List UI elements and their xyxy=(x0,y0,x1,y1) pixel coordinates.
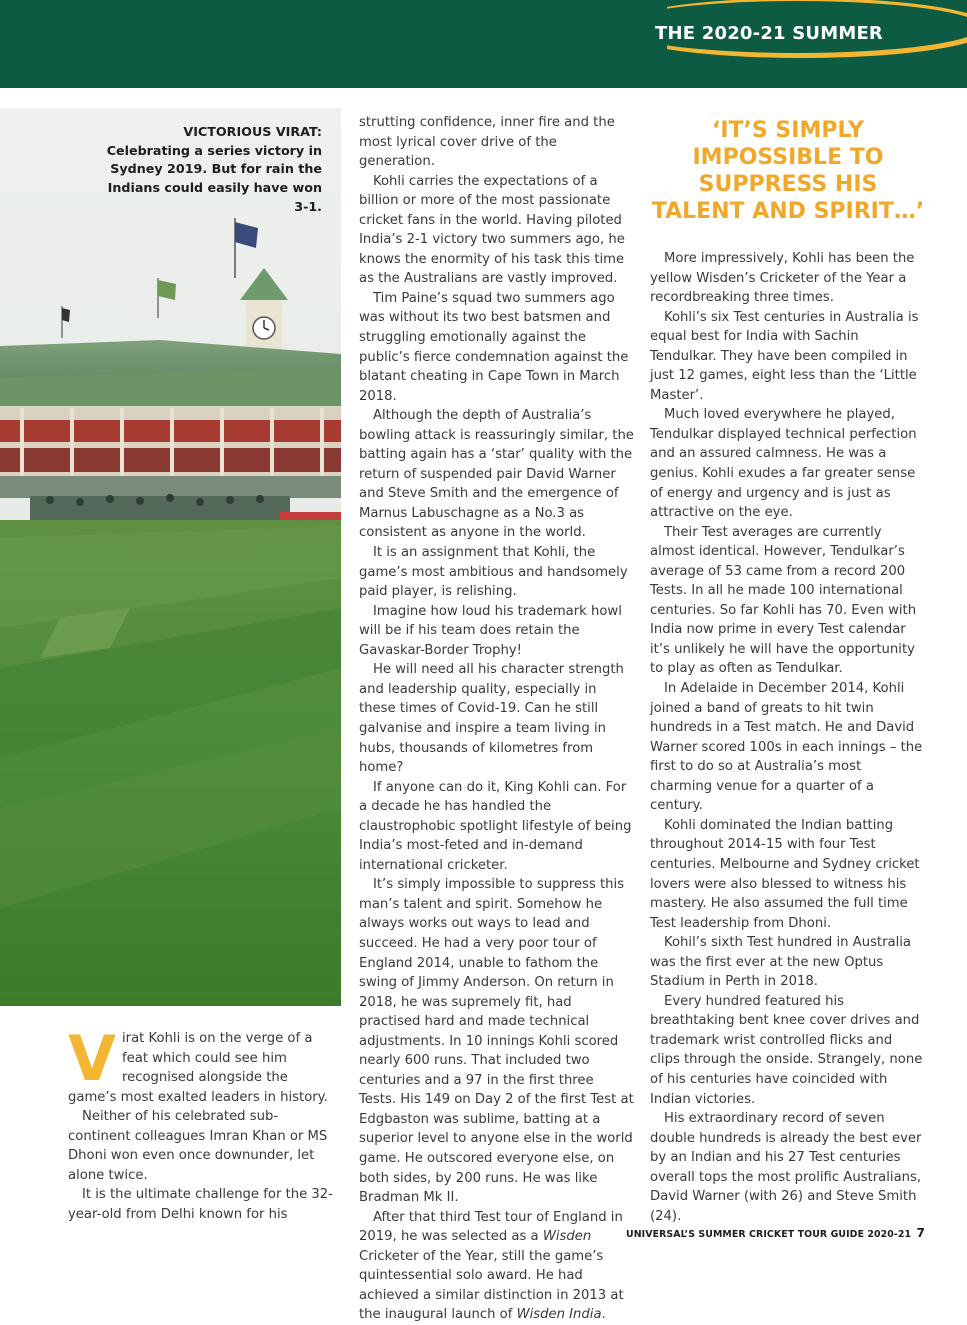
article-paragraph: Kohli dominated the Indian batting throughout 2014-15 with four Test centuries. Melbourne and Sydney cricket lovers were also blessed to witness his mastery. He also assumed the full time Test leadership from Dhoni. xyxy=(650,817,920,931)
article-paragraph: It is an assignment that Kohli, the game’s most ambitious and handsomely paid player, is relishing. xyxy=(359,545,628,600)
scg-photo xyxy=(0,108,341,1006)
section-title: THE 2020-21 SUMMER xyxy=(655,23,883,44)
article-paragraph: Kohil’s sixth Test hundred in Australia was the first ever at the new Optus Stadium in Perth in 2018. xyxy=(650,935,912,990)
article-paragraph: Neither of his celebrated sub-continent colleagues Imran Khan or MS Dhoni won even once downunder, let alone twice. xyxy=(68,1109,328,1183)
article-paragraph: It’s simply impossible to suppress this man’s talent and spirit. Somehow he always works out ways to lead and succeed. He had a very poor tour of England 2014, unable to fathom the swing of Jimmy Anderson. On return in 2018, he was supremely fit, had practised hard and made technical adjustments. In 10 innings Kohli scored nearly 600 runs. That included two centuries and a 97 in the first three Tests. His 149 on Day 2 of the first Test at Edgbaston was sublime, batting at a superior level to anyone else in the world game. He outscored everyone else, on both sides, by 200 runs. He was like Bradman Mk II. xyxy=(359,877,634,1206)
article-column-3 xyxy=(650,249,926,1226)
article-paragraph: He will need all his character strength and leadership quality, especially in these times of Covid-19. Can he still galvanise and inspire a team living in hubs, thousands of kilometres from home? xyxy=(359,662,624,776)
article-paragraph: Kohli carries the expectations of a billion or more of the most passionate cricket fans in the world. Having piloted India’s 2-1 victory two summers ago, he knows the enormity of his task this time as the Australians are vastly improved. xyxy=(359,173,625,287)
article-paragraph: Every hundred featured his breathtaking bent knee cover drives and trademark wrist controlled flicks and clips through the onside. Strangely, none of his centuries have coincided with Indian victories. xyxy=(650,993,923,1107)
article-paragraph: His extraordinary record of seven double hundreds is already the best ever by an Indian and his 27 Test centuries overall tops the most prolific Australians, David Warner (with 26) and Steve Smith (24). xyxy=(650,1111,922,1224)
page-number: 7 xyxy=(916,1226,925,1240)
article-paragraph: In Adelaide in December 2014, Kohli joined a band of greats to hit twin hundreds in a Test match. He and David Warner scored 100s in each innings – the first to do so at Australia’s most charming venue for a quarter of a century. xyxy=(650,681,923,814)
article-paragraph: More impressively, Kohli has been the yellow Wisden’s Cricketer of the Year a recordbreaking three times. xyxy=(650,251,915,306)
article-paragraph: Imagine how loud his trademark howl will be if his team does retain the Gavaskar-Border Trophy! xyxy=(359,603,622,658)
article-paragraph: Kohli’s six Test centuries in Australia is equal best for India with Sachin Tendulkar. They have been compiled in just 12 games, eight less than the ‘Little Master’. xyxy=(650,309,919,403)
article-paragraph: Although the depth of Australia’s bowling attack is reassuringly similar, the batting again has a ‘star’ quality with the return of suspended pair David Warner and Steve Smith and the emergence of Marnus Labuschagne as a No.3 as consistent as anyone in the world. xyxy=(359,408,634,541)
publication-name: UNIVERSAL’S SUMMER CRICKET TOUR GUIDE 2020-21 xyxy=(626,1229,912,1240)
article-paragraph: Tim Paine’s squad two summers ago was without its two best batsmen and struggling emotionally against the public’s fierce condemnation against the blatant cheating in Cape Town in March 2018. xyxy=(359,290,629,404)
article-paragraph: Virat Kohli is on the verge of a feat which could see him recognised alongside the game’s most exalted leaders in history. xyxy=(68,1022,328,1105)
article-column-2 xyxy=(359,113,634,1325)
article-paragraph: Much loved everywhere he played, Tendulkar displayed technical perfection and an assured calmness. He was a genius. Kohli exudes a far greater sense of energy and urgency and is just as attractive on the eye. xyxy=(650,407,917,521)
article-paragraph: If anyone can do it, King Kohli can. For a decade he has handled the claustrophobic spotlight lifestyle of being India’s most-feted and in-demand international cricketer. xyxy=(359,779,632,873)
page-footer xyxy=(626,1226,925,1240)
article-paragraph: strutting confidence, inner fire and the most lyrical cover drive of the generation. xyxy=(359,115,615,170)
photo-caption: VICTORIOUS VIRAT: Celebrating a series victory in Sydney 2019. But for rain the Indians could easily have won 3-1. xyxy=(106,124,322,214)
pull-quote: ‘IT’S SIMPLY IMPOSSIBLE TO SUPPRESS HIS TALENT AND SPIRIT…’ xyxy=(651,118,925,224)
drop-cap: V xyxy=(68,1022,116,1095)
article-paragraph: Their Test averages are currently almost identical. However, Tendulkar’s average of 53 came from a record 200 Tests. In all he made 100 international centuries. So far Kohli has 70. Even with India now prime in every Test calendar it’s unlikely he will have the opportunity to play as often as Tendulkar. xyxy=(650,524,917,677)
article-paragraph: After that third Test tour of England in 2019, he was selected as a Wisden Cricketer of the Year, still the game’s quintessential solo award. He had achieved a similar distinction in 2013 at the inaugural launch of Wisden India. xyxy=(359,1209,624,1323)
article-column-1 xyxy=(68,1022,336,1224)
article-paragraph: It is the ultimate challenge for the 32-year-old from Delhi known for his xyxy=(68,1187,333,1222)
